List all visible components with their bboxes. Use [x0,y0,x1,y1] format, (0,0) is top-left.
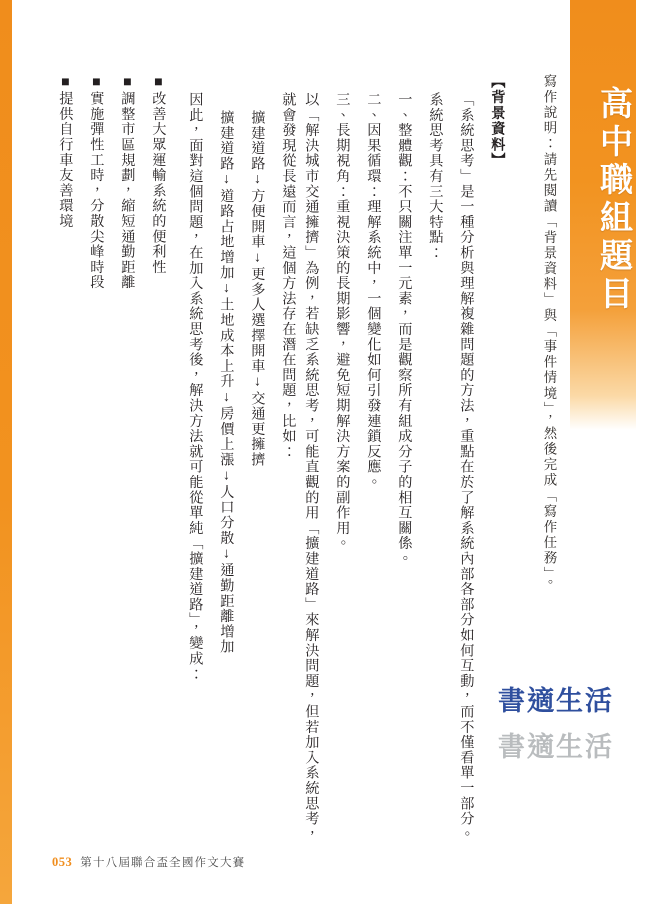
bullet-item [80,74,111,834]
brand-watermark-secondary: 書適生活 [498,732,614,762]
paragraph-three-traits: 系統思考具有三大特點： [427,92,444,261]
bullet-item [142,74,173,834]
chain-more-cars: 擴建道路↓方便開車↓更多人選擇開車↓交通更擁擠 [249,110,266,468]
bullet-label: 提供自行車友善環境 [57,91,74,229]
paragraph-trait-holistic: 一、整體觀：不只關注單一元素，而是觀察所有組成分子的相互關係。 [396,92,413,567]
bullet-marker: ■ [119,74,136,92]
paragraph-conclusion: 因此，面對這個問題，在加入系統思考後，解決方法就可能從單純「擴建道路」，變成： [187,92,204,682]
bullet-label: 調整市區規劃，縮短通勤距離 [119,91,136,291]
page-title: 高中職組題目 [595,86,631,314]
bullet-marker: ■ [88,74,105,92]
page-footer [52,854,245,870]
footer-contest-label: 第十八屆聯合盃全國作文大賽 [80,857,246,869]
section-heading: 【背景資料】 [489,74,506,169]
bullet-item [49,74,80,834]
vertical-text-body [30,74,564,842]
bullet-label: 實施彈性工時，分散尖峰時段 [88,91,105,291]
brand-watermark-primary: 書適生活 [498,686,614,716]
paragraph-traffic-example: 以「解決城市交通擁擠」為例，若缺乏系統思考，可能直觀的用「擴建道路」來解決問題，但若加入系統思考，就會發現從長遠而言，這個方法存在潛在問題，比如： [280,92,320,842]
left-spine-bar [0,0,12,904]
writing-instruction: 寫作說明：請先閱讀「背景資料」與「事件情境」，然後完成「寫作任務」。 [542,74,557,591]
paragraph-trait-causal-loop: 二、因果循環：理解系統中，一個變化如何引發連鎖反應。 [365,92,382,490]
footer-page-number: 053 [52,855,73,869]
paragraph-trait-long-term: 三、長期視角：重視決策的長期影響，避免短期解決方案的副作用。 [334,92,351,551]
bullet-marker: ■ [57,74,74,92]
bullet-marker: ■ [150,74,167,92]
bullet-label: 改善大眾運輸系統的便利性 [150,91,167,275]
bullet-item [111,74,142,834]
chain-land-cost: 擴建道路↓道路占地增加↓土地成本上升↓房價上漲↓人口分散↓通勤距離增加 [218,110,235,655]
paragraph-definition: 「系統思考」是一種分析與理解複雜問題的方法，重點在於了解系統內部各部分如何互動，而不僅看單一部分。 [458,92,475,842]
